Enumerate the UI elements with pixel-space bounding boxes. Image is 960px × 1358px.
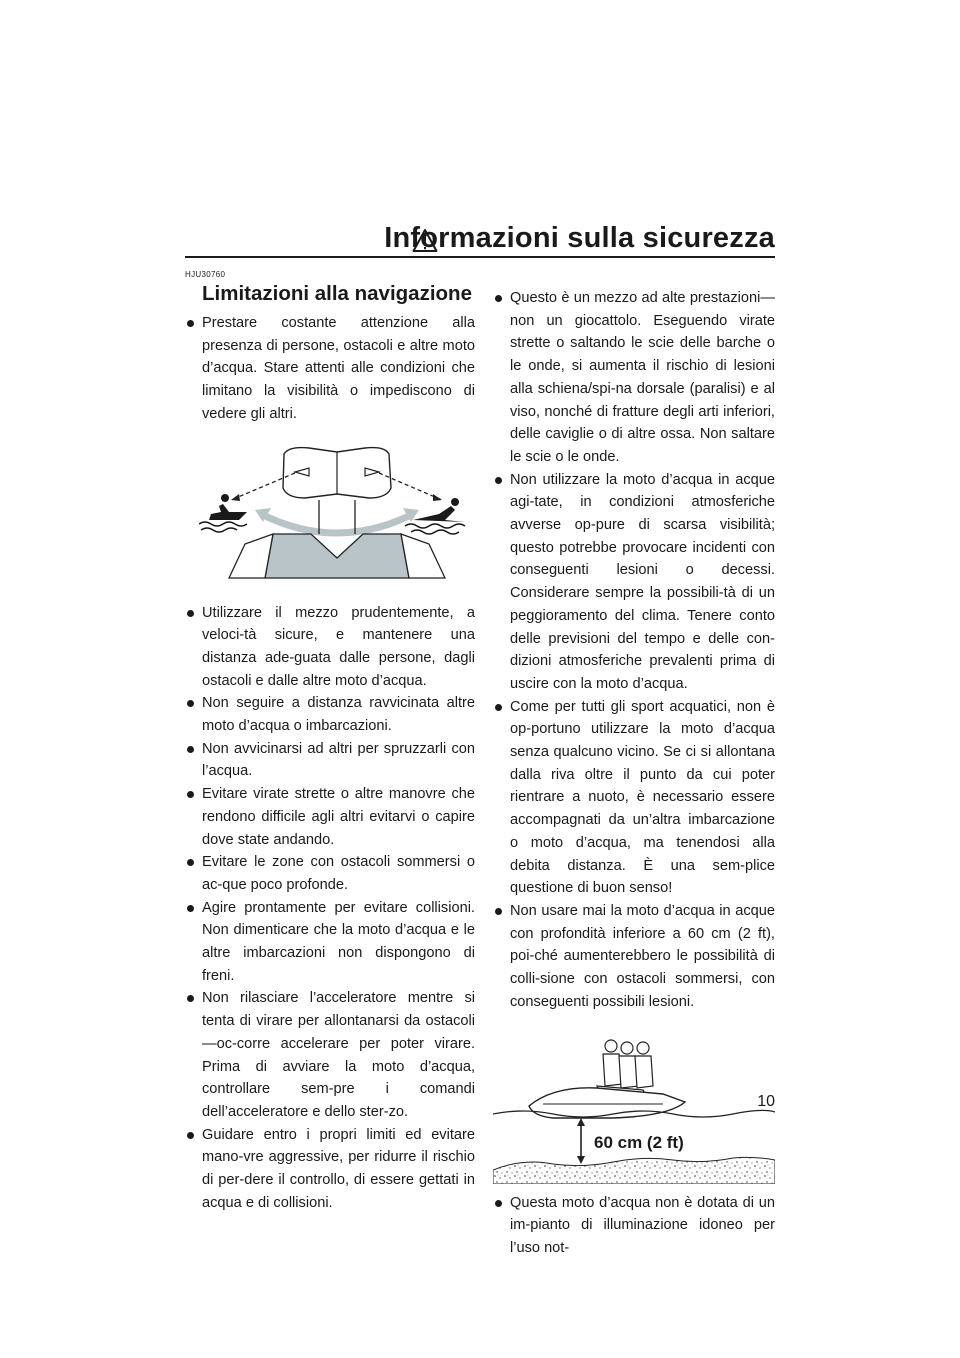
bullet-item: Prestare costante attenzione alla presenza di persone, ostacoli e altre moto d’acqua. Stare attenti alle condizioni che limitano la visibilità o impediscono di vedere gli altri. [185,312,475,426]
bullet-item: Guidare entro i propri limiti ed evitare mano-vre aggressive, per ridurre il rischio di per-dere il controllo, di essere gettati in acqua e di collisioni. [185,1124,475,1215]
left-bullets-top [185,312,475,426]
right-column [493,287,775,1260]
page-number: 10 [757,1093,775,1110]
bullet-item: Utilizzare il mezzo prudentemente, a veloci-tà sicure, e mantenere una distanza ade-guata dalle persone, dagli ostacoli e dalle altre moto d’acqua. [185,602,475,693]
header-divider [185,256,775,258]
bullet-item: Non avvicinarsi ad altri per spruzzarli con l’acqua. [185,738,475,783]
header-title: Informazioni sulla sicurezza [384,222,775,254]
section-title: Limitazioni alla navigazione [202,282,472,305]
bullet-item: Questo è un mezzo ad alte prestazioni—non un giocattolo. Eseguendo virate strette o saltando le scie delle barche o le onde, si aumenta il rischio di lesioni alla schiena/spi-na dorsale (paralisi) e al viso, nonché di fratture degli arti inferiori, delle caviglie o di altre ossa. Non saltare le scie o le onde. [493,287,775,469]
right-bullets-top [493,287,775,1014]
depth-label: 60 cm (2 ft) [594,1132,684,1152]
depth-illustration [493,1034,775,1184]
bullet-item: Come per tutti gli sport acquatici, non è op-portuno utilizzare la moto d’acqua senza qualcuno vicino. Se ci si allontana dalla riva oltre il punto da cui poter rientrare a nuoto, è necessario essere accompagnati da un’altra imbarcazione o moto d’acqua, ma tenendosi alla debita distanza. È una sem-plice questione di buon senso! [493,696,775,900]
bullet-item: Non usare mai la moto d’acqua in acque con profondità inferiore a 60 cm (2 ft), poi-ché aumenterebbero le possibilità di colli-sione con ostacoli sommersi, con conseguenti possibili lesioni. [493,900,775,1014]
life-vest [265,534,409,578]
page-header [185,222,775,256]
bullet-item: Evitare virate strette o altre manovre che rendono difficile agli altri evitarvi o capire dove state andando. [185,783,475,851]
bullet-item: Agire prontamente per evitare collisioni. Non dimenticare che la moto d’acqua e le altre imbarcazioni non dispongono di freni. [185,897,475,988]
bullet-item: Non rilasciare l’acceleratore mentre si tenta di virare per allontanarsi da ostacoli—oc-corre accelerare per poter virare. Prima di avviare la moto d’acqua, controllare sem-pre i comandi dell’acceleratore e dello ster-zo. [185,987,475,1123]
left-bullets-bottom [185,602,475,1215]
bullet-item: Questa moto d’acqua non è dotata di un im-pianto di illuminazione idoneo per l’uso not- [493,1192,775,1260]
section-reference-code: HJU30760 [185,270,226,279]
bullet-item: Non seguire a distanza ravvicinata altre moto d’acqua o imbarcazioni. [185,692,475,737]
visibility-illustration [199,442,469,582]
bullet-item: Evitare le zone con ostacoli sommersi o ac-que poco profonde. [185,851,475,896]
seabed [493,1157,775,1184]
left-column [185,270,475,1215]
bullet-item: Non utilizzare la moto d’acqua in acque agi-tate, in condizioni atmosferiche avverse op-pure di scarsa visibilità; questo potrebbe provocare incidenti con conseguenti lesioni o decessi. Considerare sempre la possibili-tà di un peggioramento del clima. Tenere conto delle previsioni del tempo e delle con-dizioni atmosferiche prevalenti prima di uscire con la moto d’acqua. [493,469,775,696]
right-bullets-bottom [493,1192,775,1260]
